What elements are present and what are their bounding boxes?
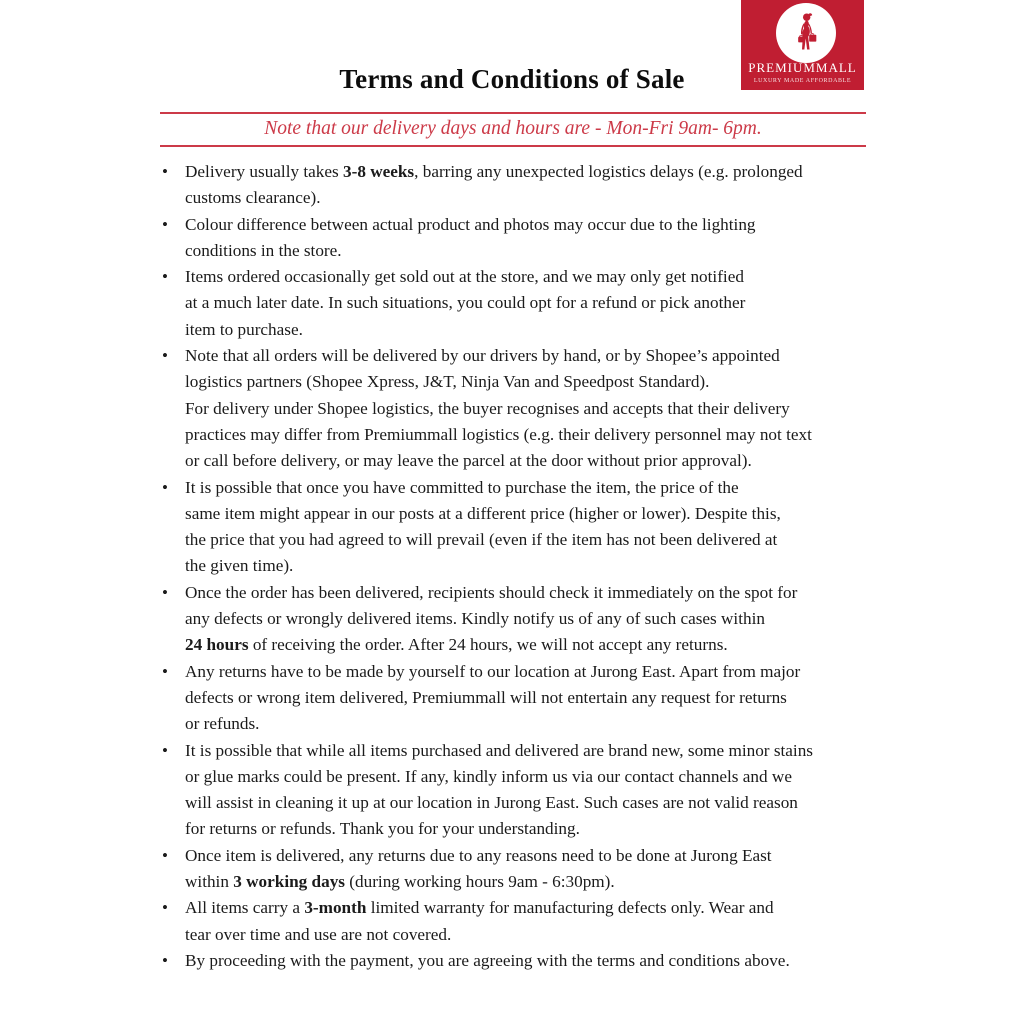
term-line: • It is possible that while all items purchased and delivered are brand new, some minor stains <box>185 740 813 760</box>
term-line: same item might appear in our posts at a different price (higher or lower). Despite this, <box>185 503 781 523</box>
page-title: Terms and Conditions of Sale <box>339 64 685 94</box>
term-line: will assist in cleaning it up at our location in Jurong East. Such cases are not valid reason <box>185 793 798 813</box>
term-line: • Once the order has been delivered, recipients should check it immediately on the spot for <box>185 582 798 602</box>
term-line: • Once item is delivered, any returns due to any reasons need to be done at Jurong East <box>185 845 772 865</box>
woman-shopper-icon <box>784 8 828 58</box>
term-line: any defects or wrongly delivered items. Kindly notify us of any of such cases within <box>185 609 765 629</box>
term-line: within 3 working days (during working hours 9am - 6:30pm). <box>185 872 615 892</box>
term-line: for returns or refunds. Thank you for your understanding. <box>185 819 580 839</box>
term-item <box>160 475 868 580</box>
term-item <box>160 580 868 659</box>
term-line: conditions in the store. <box>185 240 342 260</box>
term-item <box>160 659 868 738</box>
term-line: the given time). <box>185 556 294 576</box>
delivery-notice-text: Note that our delivery days and hours are - Mon-Fri 9am- 6pm. <box>264 118 762 139</box>
term-line: the price that you had agreed to will prevail (even if the item has not been delivered at <box>185 530 778 550</box>
term-item <box>160 212 868 265</box>
term-line: • Any returns have to be made by yourself to our location at Jurong East. Apart from major <box>185 661 801 681</box>
term-line: logistics partners (Shopee Xpress, J&T, Ninja Van and Speedpost Standard). <box>185 372 710 392</box>
term-item <box>160 264 868 343</box>
terms-list <box>160 159 868 974</box>
term-line: or glue marks could be present. If any, kindly inform us via our contact channels and we <box>185 766 792 786</box>
term-line: • Items ordered occasionally get sold out at the store, and we may only get notified <box>185 267 744 287</box>
term-line: or refunds. <box>185 714 260 734</box>
term-line: or call before delivery, or may leave the parcel at the door without prior approval). <box>185 451 752 471</box>
term-item <box>160 895 868 948</box>
premiummall-logo <box>741 0 864 90</box>
term-line: • All items carry a 3-month limited warranty for manufacturing defects only. Wear and <box>185 898 774 918</box>
term-item <box>160 843 868 896</box>
logo-circle <box>776 3 836 63</box>
term-line: practices may differ from Premiummall logistics (e.g. their delivery personnel may not text <box>185 424 812 444</box>
term-line: • By proceeding with the payment, you are agreeing with the terms and conditions above. <box>185 950 790 970</box>
term-line: • Note that all orders will be delivered by our drivers by hand, or by Shopee’s appointed <box>185 346 780 366</box>
term-line: For delivery under Shopee logistics, the buyer recognises and accepts that their delivery <box>185 398 790 418</box>
term-line: defects or wrong item delivered, Premiummall will not entertain any request for returns <box>185 687 787 707</box>
logo-tagline: LUXURY MADE AFFORDABLE <box>753 78 852 84</box>
term-line: item to purchase. <box>185 319 303 339</box>
term-item <box>160 159 868 212</box>
term-line: 24 hours of receiving the order. After 24 hours, we will not accept any returns. <box>185 635 728 655</box>
term-line: at a much later date. In such situations, you could opt for a refund or pick another <box>185 293 746 313</box>
logo-brand-name: PREMIUMMALL <box>748 60 857 75</box>
term-item <box>160 738 868 843</box>
term-line: • Delivery usually takes 3-8 weeks, barring any unexpected logistics delays (e.g. prolonged <box>185 162 803 181</box>
term-line: customs clearance). <box>185 188 321 208</box>
term-line: • Colour difference between actual product and photos may occur due to the lighting <box>185 214 756 234</box>
term-item <box>160 948 868 974</box>
term-item <box>160 343 868 474</box>
delivery-notice-banner <box>160 112 866 147</box>
term-line: tear over time and use are not covered. <box>185 924 452 944</box>
term-line: • It is possible that once you have committed to purchase the item, the price of the <box>185 477 739 497</box>
